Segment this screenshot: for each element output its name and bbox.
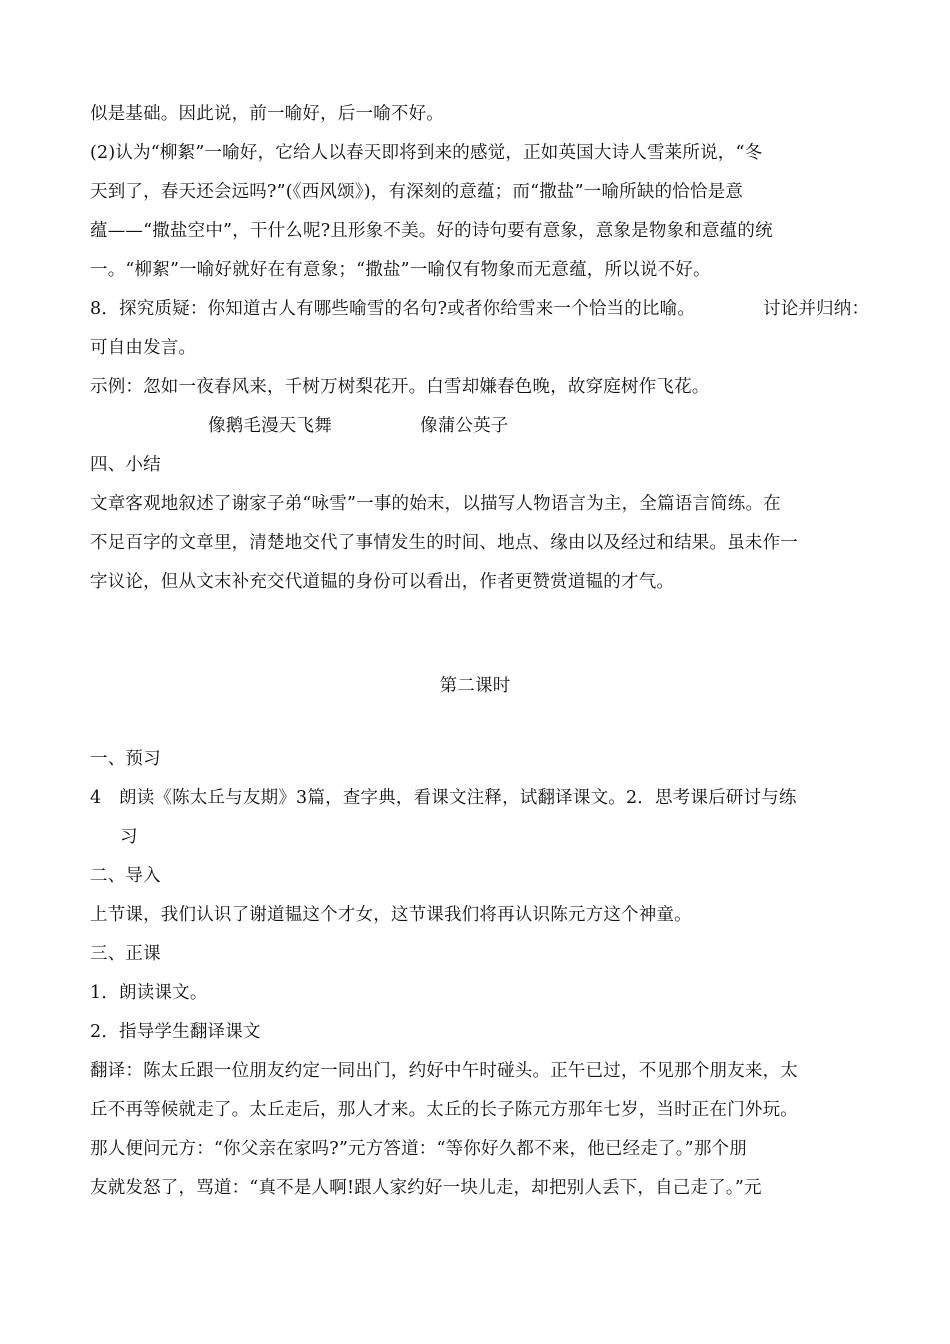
section-heading-summary: 四、小结 <box>90 455 161 475</box>
discussion-label: 讨论并归纳： <box>763 299 870 319</box>
translation-line: 丘不再等候就走了。太丘走后，那人才来。太丘的长子陈元方那年七岁，当时正在门外玩。 <box>90 1100 798 1120</box>
paragraph-line: 字议论，但从文末补充交代道韫的身份可以看出，作者更赞赏道韫的才气。 <box>90 572 675 592</box>
question-line <box>90 297 870 321</box>
list-item: 2．指导学生翻译课文 <box>90 1022 261 1042</box>
question-text: 8．探究质疑：你知道古人有哪些喻雪的名句?或者你给雪来一个恰当的比喻。 <box>90 299 696 319</box>
preview-item: 4 朗读《陈太丘与友期》3篇，查字典，看课文注释，试翻译课文。2．思考课后研讨与练 <box>90 788 797 808</box>
paragraph-line: 天到了，春天还会远吗?”(《西风颂》)，有深刻的意蕴；而“撒盐”一喻所缺的恰恰是意 <box>90 182 744 202</box>
simile-example-1: 像鹅毛漫天飞舞 <box>208 416 332 436</box>
lesson-title: 第二课时 <box>439 676 511 696</box>
paragraph-line: (2)认为“柳絮”一喻好，它给人以春天即将到来的感觉，正如英国大诗人雪莱所说，“冬 <box>90 143 763 163</box>
list-item: 1．朗读课文。 <box>90 983 208 1003</box>
paragraph-line: 不足百字的文章里，清楚地交代了事情发生的时间、地点、缘由以及经过和结果。虽未作一 <box>90 533 798 553</box>
paragraph-line: 蕴——“撒盐空中”，干什么呢?且形象不美。好的诗句要有意象，意象是物象和意蕴的统 <box>90 221 773 241</box>
paragraph-line: 上节课，我们认识了谢道韫这个才女，这节课我们将再认识陈元方这个神童。 <box>90 905 692 925</box>
preview-item-continued: 习 <box>120 827 138 847</box>
paragraph-line: 可自由发言。 <box>90 338 197 358</box>
paragraph-line: 文章客观地叙述了谢家子弟“咏雪”一事的始末，以描写人物语言为主，全篇语言简练。在 <box>90 494 781 514</box>
simile-example-2: 像蒲公英子 <box>420 416 509 436</box>
paragraph-line: 一。“柳絮”一喻好就好在有意象；“撒盐”一喻仅有物象而无意蕴，所以说不好。 <box>90 260 711 280</box>
section-heading-intro: 二、导入 <box>90 866 161 886</box>
translation-line: 翻译：陈太丘跟一位朋友约定一同出门，约好中午时碰头。正午已过，不见那个朋友来，太 <box>90 1061 798 1081</box>
translation-line: 友就发怒了，骂道：“真不是人啊!跟人家约好一块儿走，却把别人丢下，自己走了。”元 <box>90 1178 762 1198</box>
paragraph-line: 似是基础。因此说，前一喻好，后一喻不好。 <box>90 104 444 124</box>
example-line: 示例：忽如一夜春风来，千树万树梨花开。白雪却嫌春色晚，故穿庭树作飞花。 <box>90 377 710 397</box>
translation-line: 那人便问元方：“你父亲在家吗?”元方答道：“等你好久都不来，他已经走了。”那个朋 <box>90 1139 747 1159</box>
section-heading-preview: 一、预习 <box>90 749 161 769</box>
section-heading-main: 三、正课 <box>90 944 161 964</box>
